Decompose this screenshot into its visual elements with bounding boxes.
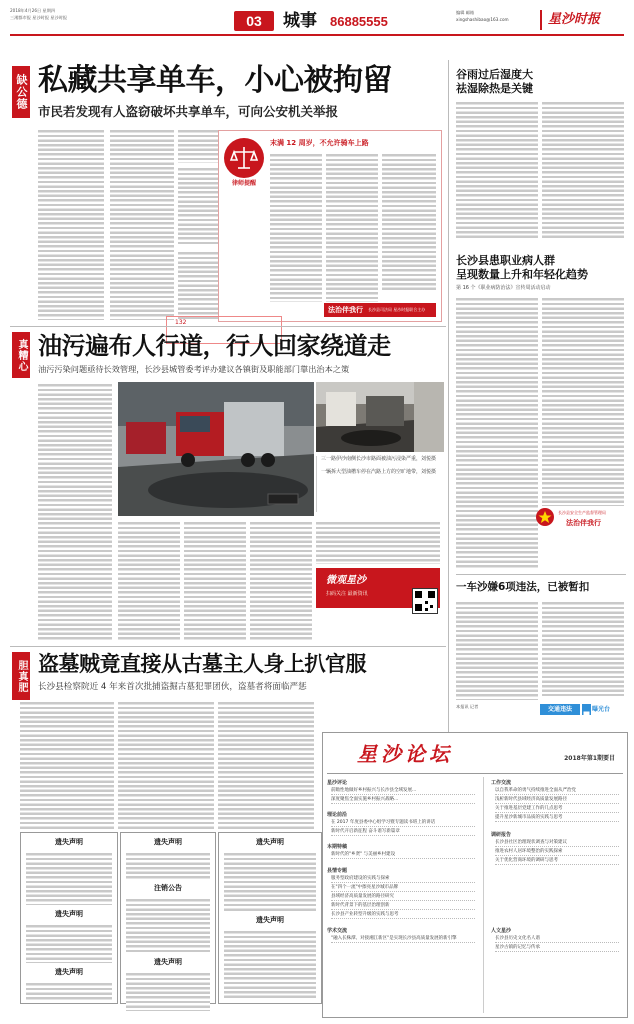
column-divider: [448, 60, 449, 740]
story3-text-col3: [218, 700, 314, 830]
toc-item[interactable]: 新时代的"乡贤" 与美丽乡村建设: [331, 851, 475, 859]
forum-section: 星沙评论: [327, 780, 348, 786]
section-title: 城事: [283, 11, 317, 31]
law-logo: [324, 303, 436, 317]
forum-section: 县情专题: [327, 868, 348, 874]
law-logo-sub: 长沙县司法局 星沙时报联合主办: [368, 307, 426, 312]
toc-item[interactable]: 新时代开启新征程 奋斗谱写新篇章: [331, 828, 475, 836]
page-marker: 132: [175, 319, 187, 326]
toc-item[interactable]: 县域经济高质量发展的路径研究: [331, 893, 475, 901]
story3-subhead: 长沙县检察院近 4 年来首次批捕盗掘古墓犯罪团伙，盗墓者将面临严惩: [38, 682, 307, 692]
notice-title: 遗失声明: [55, 910, 83, 918]
toc-item[interactable]: 长沙县产业转型升级的实践与思考: [331, 911, 475, 919]
header-paper: 三湘都市报 星沙时报 星沙时报: [10, 15, 68, 20]
story2-text-col1: [38, 382, 112, 642]
side2-text-col2: [542, 296, 624, 506]
safety-logo-icon: [536, 508, 554, 526]
toc-item[interactable]: 关于优化营商环境的调研与思考: [495, 857, 619, 865]
forum-issue: 2018年第1期要目: [564, 755, 615, 762]
lawyer-badge: 律师提醒: [231, 180, 256, 187]
oil-truck-photo: [316, 382, 414, 452]
wechat-label: 微观星沙: [326, 575, 366, 586]
toc-item[interactable]: 长沙县社区治理现状调查与对策建议: [495, 839, 619, 847]
toc-item[interactable]: 新时代背景下的基层治理创新: [331, 902, 475, 910]
side1-title-2: 祛湿除热是关键: [456, 82, 533, 95]
page-number: 03: [246, 13, 262, 29]
callout-text-col3: [382, 152, 436, 292]
traffic-tag: 交通违法: [540, 704, 580, 715]
forum-title: 星沙论坛: [357, 742, 453, 766]
camera-icon: [582, 704, 591, 715]
story1-text-col2: [110, 128, 174, 320]
toc-item[interactable]: 在"四个一流"中擦亮星沙城市品牌: [331, 884, 475, 892]
toc-item[interactable]: 深度聚焦全面实施乡村振兴战略...: [331, 796, 475, 804]
exposure-tag: 曝光台: [592, 706, 611, 713]
header-rule: [10, 34, 624, 36]
forum-section: 人文星沙: [491, 928, 512, 934]
header-date: 2018年4月26日 星期四: [10, 8, 56, 13]
notice-col-3: [218, 832, 322, 1004]
scales-icon: [224, 138, 264, 178]
callout-title: 末满 12 周岁，不允许骑车上路: [270, 139, 369, 147]
side3-title: 一车沙嫌6项违法，已被暂扣: [456, 581, 590, 593]
callout-text-col2: [326, 152, 378, 302]
side1-text-col1: [456, 100, 538, 240]
notice-title: 遗失声明: [55, 838, 83, 846]
side2-text-col1: [456, 296, 538, 568]
hotline: 86885555: [330, 14, 388, 29]
side3-note: 本报讯 记者: [456, 704, 479, 709]
toc-item[interactable]: 长沙县历史文化名人谱: [495, 935, 619, 943]
header-editor: 编辑 邮箱: [456, 10, 475, 15]
toc-item[interactable]: 浅析新时代县域经济高质量发展路径: [495, 796, 619, 804]
side2-title-1: 长沙县患职业病人群: [456, 254, 555, 267]
story3-text-col1: [20, 700, 114, 830]
toc-item[interactable]: 提升星沙新城市品质的实践与思考: [495, 814, 619, 822]
page-number-box: [234, 11, 274, 31]
story2-subhead: 油污污染问题亟待长效管理，长沙县城管委考评办建议各镇街及职能部门靠出治本之策: [38, 364, 350, 374]
forum-box: [322, 732, 628, 1018]
forum-section: 本期特稿: [327, 844, 348, 850]
toc-item[interactable]: 星沙古镇的记忆与传承: [495, 944, 619, 952]
story2-text-col5: [316, 520, 440, 564]
side3-text-col2: [542, 600, 624, 696]
toc-item[interactable]: 服务型政府建设的实践与探索: [331, 875, 475, 883]
callout-text-col1: [270, 152, 322, 302]
side1-text-col2: [542, 100, 624, 240]
story3-text-col2: [118, 700, 214, 830]
tag-annoying: 真糟心: [12, 332, 30, 378]
toc-item[interactable]: 推进农村人居环境整治的实践探索: [495, 848, 619, 856]
toc-item[interactable]: 在 2017 年度县委中心组学习暨专题读书班上的讲话: [331, 819, 475, 827]
side1-title-1: 谷雨过后湿度大: [456, 68, 533, 81]
toc-item[interactable]: 以自我革命的勇气持续推进全面从严治党: [495, 787, 619, 795]
forum-section: 理论前沿: [327, 812, 348, 818]
tag-bad-ethics: 缺公德: [12, 66, 30, 118]
notice-title: 遗失声明: [55, 968, 83, 976]
notice-title: 遗失声明: [256, 838, 284, 846]
caption-oil-road: 三一路伊沙南侧长沙市路面被油污浸染严重，刘悦摄: [321, 456, 437, 462]
brand-logo: 星沙时报: [548, 12, 601, 27]
notice-title: 遗失声明: [256, 916, 284, 924]
story2-headline: 油污遍布人行道，行人回家绕道走: [38, 332, 391, 360]
wechat-sub: 扫码关注 最新资讯: [326, 591, 368, 597]
notice-title: 遗失声明: [154, 958, 182, 966]
notice-col-2: [120, 832, 216, 1004]
caption-oil-truck: 一辆拆大型油槽车停在汽路上方的空旷地带，刘悦摄: [321, 469, 437, 475]
story2-text-col3: [184, 520, 246, 642]
side3-text-col1: [456, 600, 538, 700]
roadside-photo-edge: [414, 382, 444, 452]
oil-road-photo: [118, 382, 314, 516]
toc-item[interactable]: "融入长株潭、对接湘江新区"是实现长沙县高质量发展的新引擎: [331, 935, 475, 943]
tag-bold: 胆真肥: [12, 652, 30, 700]
forum-section: 学术交流: [327, 928, 348, 934]
story3-headline: 盗墓贼竟直接从古墓主人身上扒官服: [38, 652, 366, 676]
notice-title: 遗失声明: [154, 838, 182, 846]
side2-title-2: 呈现数量上升和年轻化趋势: [456, 268, 588, 281]
notice-col-1: [20, 832, 118, 1004]
notice-cancel-title: 注销公告: [154, 884, 182, 892]
safety-logo-text: 法治伴我行: [566, 519, 601, 527]
toc-item[interactable]: 前瞻性地做好乡村振兴与长沙县全域发展...: [331, 787, 475, 795]
story1-subhead: 市民若发现有人盗窃破坏共享单车，可向公安机关举报: [38, 104, 339, 119]
law-logo-text: 法治伴我行: [328, 306, 363, 314]
safety-logo-sub: 长沙县安全生产监督管理局: [558, 510, 606, 515]
header-email: xingshashibao@163.com: [456, 17, 509, 22]
forum-right-toc: [487, 777, 627, 1017]
story2-text-col4: [250, 520, 312, 642]
forum-section: 调研报告: [491, 832, 512, 838]
qr-code-icon[interactable]: [412, 588, 438, 614]
story1-headline: 私藏共享单车，小心被拘留: [38, 63, 392, 98]
forum-section: 工作交流: [491, 780, 512, 786]
toc-item[interactable]: 关于推进基层党建工作的几点思考: [495, 805, 619, 813]
story2-text-col2: [118, 520, 180, 642]
forum-left-toc: [323, 777, 483, 1017]
story1-text-col1: [38, 128, 104, 320]
side2-subtitle: 第 16 个《职业病防治法》宣传周活动启动: [456, 285, 551, 291]
